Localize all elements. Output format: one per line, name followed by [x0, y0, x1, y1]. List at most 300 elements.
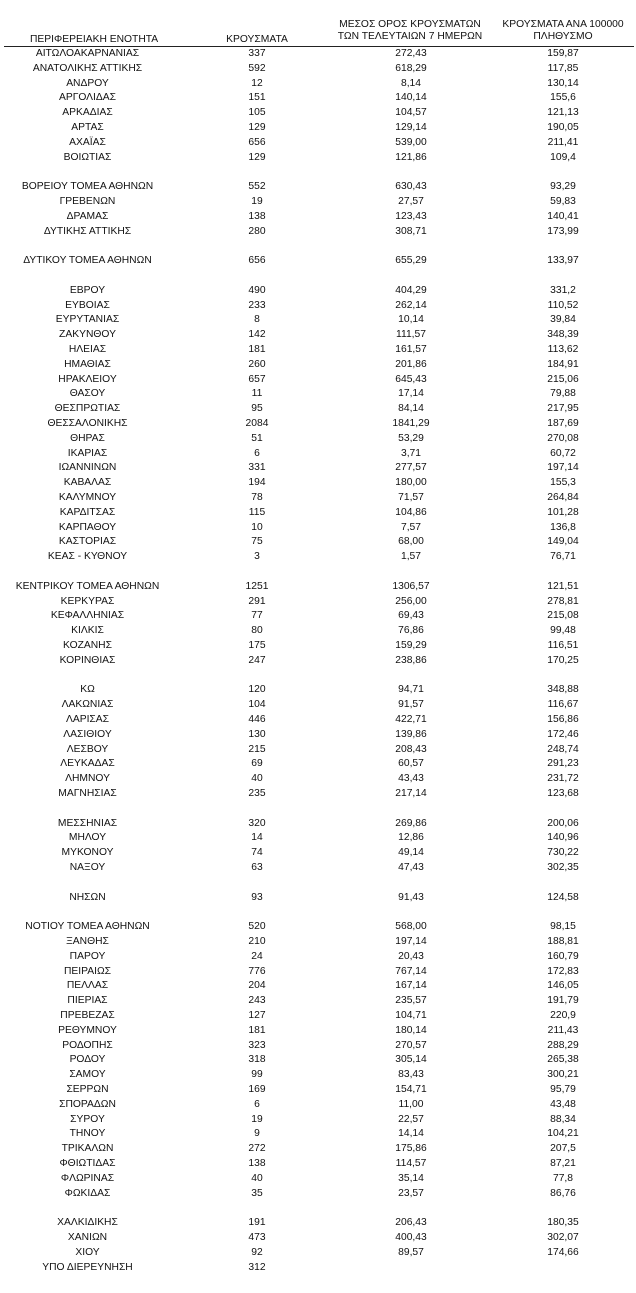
- avg-7-days-cell: 23,57: [398, 1187, 424, 1199]
- cases-per-100k-cell: 123,68: [547, 788, 579, 799]
- table-row: [0, 743, 636, 758]
- cases-per-100k-cell: 207,5: [550, 1143, 576, 1155]
- region-name-cell: ΔΥΤΙΚΗΣ ΑΤΤΙΚΗΣ: [43, 225, 132, 237]
- header-cases: ΚΡΟΥΣΜΑΤΑ: [226, 34, 288, 45]
- avg-7-days-cell: 201,86: [395, 358, 427, 370]
- cases-per-100k-cell: 184,91: [547, 358, 579, 370]
- cases-per-100k-cell: 87,21: [550, 1158, 576, 1169]
- region-name-cell: ΦΩΚΙΔΑΣ: [64, 1187, 111, 1199]
- table-row: [0, 1113, 636, 1128]
- header-7day-average-line1: ΜΕΣΟΣ ΟΡΟΣ ΚΡΟΥΣΜΑΤΩΝ: [339, 19, 481, 30]
- table-row: [0, 447, 636, 462]
- table-row: [0, 1009, 636, 1024]
- cases-per-100k-cell: 156,86: [547, 714, 579, 725]
- region-name-cell: ΠΡΕΒΕΖΑΣ: [60, 1010, 115, 1021]
- avg-7-days-cell: 111,57: [396, 329, 426, 341]
- cases-cell: 78: [251, 492, 263, 503]
- region-name-cell: ΑΡΓΟΛΙΔΑΣ: [58, 92, 117, 104]
- cases-per-100k-cell: 116,67: [547, 699, 579, 711]
- region-name-cell: ΡΟΔΟΥ: [69, 1054, 106, 1066]
- cases-cell: 95: [251, 403, 263, 415]
- cases-per-100k-cell: 121,51: [547, 580, 579, 592]
- cases-per-100k-cell: 77,8: [552, 1172, 574, 1184]
- avg-7-days-cell: 197,14: [395, 936, 427, 947]
- avg-7-days-cell: 121,86: [395, 151, 427, 163]
- avg-7-days-cell: 22,57: [398, 1113, 424, 1125]
- cases-per-100k-cell: 76,71: [550, 551, 576, 563]
- table-row: [0, 180, 636, 195]
- cases-cell: 19: [251, 1113, 263, 1125]
- avg-7-days-cell: 17,14: [398, 388, 424, 400]
- region-name-cell: ΑΧΑΪΑΣ: [69, 136, 106, 148]
- cases-per-100k-cell: 117,85: [547, 62, 579, 74]
- avg-7-days-cell: 1306,57: [392, 580, 430, 592]
- cases-per-100k-cell: 302,35: [547, 862, 579, 873]
- table-row: [0, 521, 636, 536]
- table-row: [0, 757, 636, 772]
- cases-cell: 446: [248, 714, 266, 725]
- region-name-cell: ΝΑΞΟΥ: [69, 862, 106, 873]
- cases-per-100k-cell: 190,05: [547, 122, 579, 133]
- cases-per-100k-cell: 155,6: [550, 92, 576, 104]
- region-name-cell: ΕΥΡΥΤΑΝΙΑΣ: [55, 314, 120, 326]
- region-name-cell: ΚΑΣΤΟΡΙΑΣ: [58, 536, 117, 548]
- avg-7-days-cell: 104,86: [395, 506, 427, 518]
- avg-7-days-cell: 159,29: [395, 640, 427, 651]
- header-cases-per-100k-line1: ΚΡΟΥΣΜΑΤΑ ΑΝΑ 100000: [502, 19, 624, 30]
- table-row: [0, 950, 636, 965]
- region-name-cell: ΚΩ: [80, 684, 95, 696]
- table-row: [0, 299, 636, 314]
- cases-cell: 69: [251, 758, 263, 770]
- cases-cell: 9: [254, 1128, 260, 1140]
- avg-7-days-cell: 256,00: [395, 595, 427, 607]
- avg-7-days-cell: 180,00: [395, 477, 427, 489]
- avg-7-days-cell: 308,71: [395, 225, 427, 237]
- avg-7-days-cell: 104,71: [395, 1010, 427, 1021]
- table-row: [0, 491, 636, 506]
- table-row: [0, 654, 636, 669]
- avg-7-days-cell: 114,57: [395, 1158, 427, 1169]
- region-name-cell: ΣΑΜΟΥ: [69, 1069, 106, 1081]
- cases-per-100k-cell: 278,81: [547, 595, 579, 607]
- cases-cell: 272: [248, 1143, 266, 1155]
- region-name-cell: ΠΕΙΡΑΙΩΣ: [63, 965, 112, 977]
- cases-cell: 12: [251, 77, 263, 89]
- cases-cell: 138: [248, 210, 266, 222]
- region-name-cell: ΘΗΡΑΣ: [70, 432, 105, 444]
- avg-7-days-cell: 154,71: [395, 1084, 427, 1095]
- region-name-cell: ΤΡΙΚΑΛΩΝ: [61, 1143, 114, 1155]
- cases-cell: 138: [248, 1158, 266, 1169]
- cases-cell: 233: [248, 299, 266, 311]
- region-name-cell: ΥΠΟ ΔΙΕΡΕΥΝΗΣΗ: [42, 1261, 133, 1273]
- table-row: [0, 373, 636, 388]
- table-row: [0, 609, 636, 624]
- cases-cell: 552: [248, 181, 266, 193]
- cases-cell: 151: [248, 92, 266, 104]
- avg-7-days-cell: 167,14: [395, 980, 427, 992]
- avg-7-days-cell: 60,57: [398, 758, 424, 770]
- region-name-cell: ΦΘΙΩΤΙΔΑΣ: [59, 1158, 116, 1169]
- avg-7-days-cell: 91,57: [398, 699, 424, 711]
- region-name-cell: ΑΡΤΑΣ: [71, 122, 104, 133]
- region-name-cell: ΓΡΕΒΕΝΩΝ: [59, 196, 116, 207]
- cases-per-100k-cell: 59,83: [550, 196, 576, 207]
- table-row: [0, 831, 636, 846]
- region-name-cell: ΑΝΑΤΟΛΙΚΗΣ ΑΤΤΙΚΗΣ: [32, 62, 143, 74]
- avg-7-days-cell: 180,14: [395, 1024, 427, 1036]
- avg-7-days-cell: 91,43: [398, 891, 424, 903]
- region-name-cell: ΡΕΘΥΜΝΟΥ: [58, 1024, 117, 1036]
- region-name-cell: ΑΝΔΡΟΥ: [66, 77, 109, 89]
- cases-cell: 2084: [245, 418, 269, 429]
- table-row: [0, 225, 636, 240]
- avg-7-days-cell: 269,86: [395, 817, 427, 829]
- table-row: [0, 920, 636, 935]
- region-name-cell: ΚΕΡΚΥΡΑΣ: [60, 595, 115, 607]
- cases-cell: 191: [248, 1217, 266, 1229]
- cases-cell: 181: [248, 1024, 266, 1036]
- cases-cell: 215: [248, 743, 266, 755]
- cases-per-100k-cell: 270,08: [547, 432, 579, 444]
- avg-7-days-cell: 12,86: [398, 832, 424, 844]
- cases-cell: 115: [248, 506, 266, 518]
- table-row: [0, 1172, 636, 1187]
- avg-7-days-cell: 11,00: [398, 1098, 424, 1110]
- cases-cell: 129: [248, 151, 266, 163]
- cases-per-100k-cell: 146,05: [547, 980, 579, 992]
- cases-cell: 11: [251, 388, 263, 400]
- cases-cell: 260: [248, 358, 266, 370]
- avg-7-days-cell: 35,14: [398, 1172, 424, 1184]
- table-row: [0, 254, 636, 269]
- avg-7-days-cell: 161,57: [395, 344, 427, 355]
- region-name-cell: ΝΟΤΙΟΥ ΤΟΜΕΑ ΑΘΗΝΩΝ: [25, 921, 150, 933]
- region-name-cell: ΗΛΕΙΑΣ: [68, 344, 107, 355]
- avg-7-days-cell: 104,57: [395, 107, 427, 119]
- table-row: [0, 817, 636, 832]
- header-cases-per-100k-line2: ΠΛΗΘΥΣΜΟ: [533, 31, 593, 42]
- avg-7-days-cell: 84,14: [398, 403, 424, 415]
- cases-per-100k-cell: 155,3: [550, 477, 576, 489]
- table-row: [0, 550, 636, 565]
- region-name-cell: ΜΗΛΟΥ: [68, 832, 107, 844]
- cases-per-100k-cell: 220,9: [550, 1010, 576, 1021]
- cases-cell: 104: [248, 699, 266, 711]
- cases-per-100k-cell: 110,52: [547, 299, 579, 311]
- table-row: [0, 979, 636, 994]
- cases-cell: 92: [251, 1246, 263, 1258]
- avg-7-days-cell: 404,29: [395, 284, 427, 296]
- region-name-cell: ΙΩΑΝΝΙΝΩΝ: [58, 462, 117, 474]
- cases-per-100k-cell: 248,74: [547, 743, 579, 755]
- table-row: [0, 506, 636, 521]
- table-row: [0, 284, 636, 299]
- cases-per-100k-cell: 86,76: [550, 1187, 576, 1199]
- cases-cell: 130: [248, 728, 266, 740]
- cases-cell: 99: [251, 1069, 263, 1081]
- region-name-cell: ΒΟΡΕΙΟΥ ΤΟΜΕΑ ΑΘΗΝΩΝ: [21, 181, 154, 193]
- cases-per-100k-cell: 215,06: [547, 373, 579, 385]
- table-row: [0, 1246, 636, 1261]
- table-row: [0, 432, 636, 447]
- cases-per-100k-cell: 215,08: [547, 610, 579, 622]
- table-row: [0, 77, 636, 92]
- cases-cell: 280: [248, 225, 266, 237]
- cases-cell: 93: [251, 891, 263, 903]
- region-name-cell: ΕΥΒΟΙΑΣ: [65, 299, 110, 311]
- avg-7-days-cell: 3,71: [400, 447, 422, 459]
- table-row: [0, 1053, 636, 1068]
- avg-7-days-cell: 645,43: [395, 373, 427, 385]
- table-row: [0, 402, 636, 417]
- table-row: [0, 343, 636, 358]
- cases-cell: 331: [248, 462, 266, 474]
- cases-cell: 592: [248, 62, 266, 74]
- table-row: [0, 1261, 636, 1276]
- header-region: ΠΕΡΙΦΕΡΕΙΑΚΗ ΕΝΟΤΗΤΑ: [30, 34, 159, 45]
- table-row: [0, 1216, 636, 1231]
- cases-cell: 8: [254, 314, 260, 326]
- header-7day-average: [335, 19, 485, 43]
- region-name-cell: ΙΚΑΡΙΑΣ: [67, 447, 108, 459]
- table-row: [0, 328, 636, 343]
- cases-cell: 75: [251, 536, 263, 548]
- region-name-cell: ΔΡΑΜΑΣ: [66, 210, 109, 222]
- avg-7-days-cell: 49,14: [398, 847, 424, 859]
- region-name-cell: ΚΙΛΚΙΣ: [71, 625, 104, 637]
- cases-cell: 40: [251, 773, 263, 785]
- cases-per-100k-cell: 172,83: [547, 965, 579, 977]
- table-row: [0, 387, 636, 402]
- cases-cell: 14: [251, 832, 263, 844]
- cases-cell: 3: [254, 551, 260, 563]
- region-name-cell: ΧΑΝΙΩΝ: [67, 1232, 108, 1243]
- avg-7-days-cell: 27,57: [398, 196, 424, 207]
- cases-per-100k-cell: 101,28: [547, 506, 579, 518]
- table-row: [0, 417, 636, 432]
- cases-per-100k-cell: 170,25: [547, 654, 579, 666]
- cases-cell: 235: [248, 788, 266, 799]
- cases-per-100k-cell: 88,34: [550, 1113, 576, 1125]
- avg-7-days-cell: 400,43: [395, 1232, 427, 1243]
- avg-7-days-cell: 175,86: [395, 1143, 427, 1155]
- region-name-cell: ΦΛΩΡΙΝΑΣ: [60, 1172, 115, 1184]
- table-row: [0, 461, 636, 476]
- cases-per-100k-cell: 288,29: [547, 1039, 579, 1051]
- region-name-cell: ΚΟΡΙΝΘΙΑΣ: [59, 654, 116, 666]
- avg-7-days-cell: 305,14: [395, 1054, 427, 1066]
- cases-per-100k-cell: 79,88: [550, 388, 576, 400]
- table-row: [0, 1068, 636, 1083]
- region-name-cell: ΝΗΣΩΝ: [69, 891, 106, 903]
- table-row: [0, 639, 636, 654]
- cases-cell: 127: [248, 1010, 266, 1021]
- cases-cell: 175: [248, 640, 266, 651]
- cases-per-100k-cell: 104,21: [547, 1128, 579, 1140]
- region-name-cell: ΒΟΙΩΤΙΑΣ: [63, 151, 112, 163]
- region-name-cell: ΛΑΚΩΝΙΑΣ: [61, 699, 114, 711]
- region-name-cell: ΧΙΟΥ: [75, 1246, 100, 1258]
- region-name-cell: ΚΕΦΑΛΛΗΝΙΑΣ: [50, 610, 125, 622]
- region-name-cell: ΜΕΣΣΗΝΙΑΣ: [57, 817, 118, 829]
- cases-per-100k-cell: 211,43: [547, 1024, 579, 1036]
- cases-per-100k-cell: 180,35: [547, 1217, 579, 1229]
- region-name-cell: ΣΠΟΡΑΔΩΝ: [59, 1098, 116, 1110]
- cases-per-100k-cell: 99,48: [550, 625, 576, 637]
- avg-7-days-cell: 140,14: [395, 92, 427, 104]
- table-row: [0, 210, 636, 225]
- table-row: [0, 713, 636, 728]
- region-name-cell: ΠΕΛΛΑΣ: [66, 980, 109, 992]
- region-name-cell: ΛΕΣΒΟΥ: [66, 743, 109, 755]
- avg-7-days-cell: 83,43: [398, 1069, 424, 1081]
- avg-7-days-cell: 10,14: [398, 314, 424, 326]
- cases-per-100k-cell: 191,79: [547, 995, 579, 1007]
- avg-7-days-cell: 277,57: [395, 462, 427, 474]
- table-row: [0, 846, 636, 861]
- cases-cell: 318: [248, 1054, 266, 1066]
- table-row: [0, 106, 636, 121]
- cases-cell: 142: [248, 329, 266, 341]
- cases-cell: 6: [254, 1098, 260, 1110]
- table-row: [0, 1039, 636, 1054]
- cases-cell: 473: [248, 1232, 266, 1243]
- cases-per-100k-cell: 160,79: [547, 950, 579, 962]
- cases-per-100k-cell: 116,51: [547, 640, 579, 651]
- cases-cell: 105: [248, 107, 266, 119]
- cases-per-100k-cell: 348,39: [547, 329, 579, 341]
- region-name-cell: ΑΡΚΑΔΙΑΣ: [62, 107, 113, 119]
- avg-7-days-cell: 20,43: [398, 950, 424, 962]
- header-7day-average-line2: ΤΩΝ ΤΕΛΕΥΤΑΙΩΝ 7 ΗΜΕΡΩΝ: [337, 31, 483, 42]
- table-row: [0, 47, 636, 62]
- avg-7-days-cell: 630,43: [395, 181, 427, 193]
- cases-cell: 320: [248, 817, 266, 829]
- cases-cell: 337: [248, 48, 266, 59]
- cases-per-100k-cell: 93,29: [550, 181, 576, 193]
- table-row: [0, 1231, 636, 1246]
- cases-per-100k-cell: 121,13: [547, 107, 579, 119]
- region-name-cell: ΗΜΑΘΙΑΣ: [64, 358, 111, 370]
- cases-per-100k-cell: 730,22: [547, 847, 579, 859]
- table-row: [0, 683, 636, 698]
- table-row: [0, 1187, 636, 1202]
- cases-cell: 35: [251, 1187, 263, 1199]
- cases-cell: 247: [248, 654, 266, 666]
- avg-7-days-cell: 53,29: [398, 432, 424, 444]
- avg-7-days-cell: 68,00: [398, 536, 424, 548]
- region-name-cell: ΤΗΝΟΥ: [69, 1128, 106, 1140]
- region-name-cell: ΘΕΣΠΡΩΤΙΑΣ: [54, 403, 121, 415]
- cases-per-100k-cell: 302,07: [547, 1232, 579, 1243]
- region-name-cell: ΚΕΝΤΡΙΚΟΥ ΤΟΜΕΑ ΑΘΗΝΩΝ: [15, 580, 160, 592]
- cases-per-100k-cell: 98,15: [550, 921, 576, 933]
- table-row: [0, 624, 636, 639]
- cases-cell: 80: [251, 625, 263, 637]
- cases-cell: 204: [248, 980, 266, 992]
- avg-7-days-cell: 618,29: [395, 62, 427, 74]
- cases-cell: 10: [251, 521, 263, 533]
- table-row: [0, 313, 636, 328]
- region-name-cell: ΚΕΑΣ - ΚΥΘΝΟΥ: [47, 551, 128, 563]
- cases-per-100k-cell: 136,8: [550, 521, 576, 533]
- cases-cell: 312: [248, 1261, 266, 1273]
- table-row: [0, 1142, 636, 1157]
- table-row: [0, 121, 636, 136]
- region-name-cell: ΔΥΤΙΚΟΥ ΤΟΜΕΑ ΑΘΗΝΩΝ: [23, 255, 152, 267]
- region-name-cell: ΗΡΑΚΛΕΙΟΥ: [58, 373, 117, 385]
- table-row: [0, 1098, 636, 1113]
- region-name-cell: ΚΟΖΑΝΗΣ: [63, 640, 112, 651]
- avg-7-days-cell: 767,14: [395, 965, 427, 977]
- cases-per-100k-cell: 348,88: [547, 684, 579, 696]
- cases-per-100k-cell: 159,87: [547, 48, 579, 59]
- avg-7-days-cell: 69,43: [398, 610, 424, 622]
- cases-per-100k-cell: 113,62: [547, 344, 579, 355]
- cases-cell: 520: [248, 921, 266, 933]
- region-name-cell: ΠΙΕΡΙΑΣ: [67, 995, 108, 1007]
- avg-7-days-cell: 139,86: [395, 728, 427, 740]
- table-row: [0, 1157, 636, 1172]
- cases-cell: 291: [248, 595, 266, 607]
- avg-7-days-cell: 539,00: [395, 136, 427, 148]
- avg-7-days-cell: 422,71: [395, 714, 427, 725]
- table-row: [0, 195, 636, 210]
- region-name-cell: ΠΑΡΟΥ: [69, 950, 106, 962]
- table-row: [0, 91, 636, 106]
- cases-per-100k-cell: 124,58: [547, 891, 579, 903]
- table-row: [0, 1024, 636, 1039]
- table-row: [0, 136, 636, 151]
- region-name-cell: ΚΑΒΑΛΑΣ: [63, 477, 112, 489]
- region-name-cell: ΛΗΜΝΟΥ: [65, 773, 110, 785]
- region-name-cell: ΧΑΛΚΙΔΙΚΗΣ: [57, 1217, 118, 1229]
- table-row: [0, 1083, 636, 1098]
- cases-cell: 74: [251, 847, 263, 859]
- cases-cell: 129: [248, 122, 266, 133]
- cases-per-100k-cell: 187,69: [547, 418, 579, 429]
- region-name-cell: ΞΑΝΘΗΣ: [66, 936, 109, 947]
- region-name-cell: ΕΒΡΟΥ: [69, 284, 106, 296]
- table-row: [0, 62, 636, 77]
- table-row: [0, 1127, 636, 1142]
- table-row: [0, 935, 636, 950]
- table-row: [0, 728, 636, 743]
- cases-per-100k-cell: 172,46: [547, 728, 579, 740]
- cases-cell: 19: [251, 196, 263, 207]
- cases-cell: 776: [248, 965, 266, 977]
- cases-per-100k-cell: 300,21: [547, 1069, 579, 1081]
- region-name-cell: ΚΑΡΔΙΤΣΑΣ: [59, 506, 116, 518]
- avg-7-days-cell: 270,57: [395, 1039, 427, 1051]
- cases-per-100k-cell: 211,41: [547, 136, 579, 148]
- cases-cell: 120: [248, 684, 266, 696]
- cases-per-100k-cell: 60,72: [550, 447, 576, 459]
- cases-cell: 490: [248, 284, 266, 296]
- table-row: [0, 595, 636, 610]
- cases-per-100k-cell: 265,38: [547, 1054, 579, 1066]
- region-name-cell: ΣΥΡΟΥ: [70, 1113, 105, 1125]
- region-name-cell: ΜΥΚΟΝΟΥ: [61, 847, 114, 859]
- cases-cell: 169: [248, 1084, 266, 1095]
- table-row: [0, 965, 636, 980]
- avg-7-days-cell: 272,43: [395, 48, 427, 59]
- table-row: [0, 476, 636, 491]
- avg-7-days-cell: 238,86: [395, 654, 427, 666]
- cases-per-100k-cell: 149,04: [547, 536, 579, 548]
